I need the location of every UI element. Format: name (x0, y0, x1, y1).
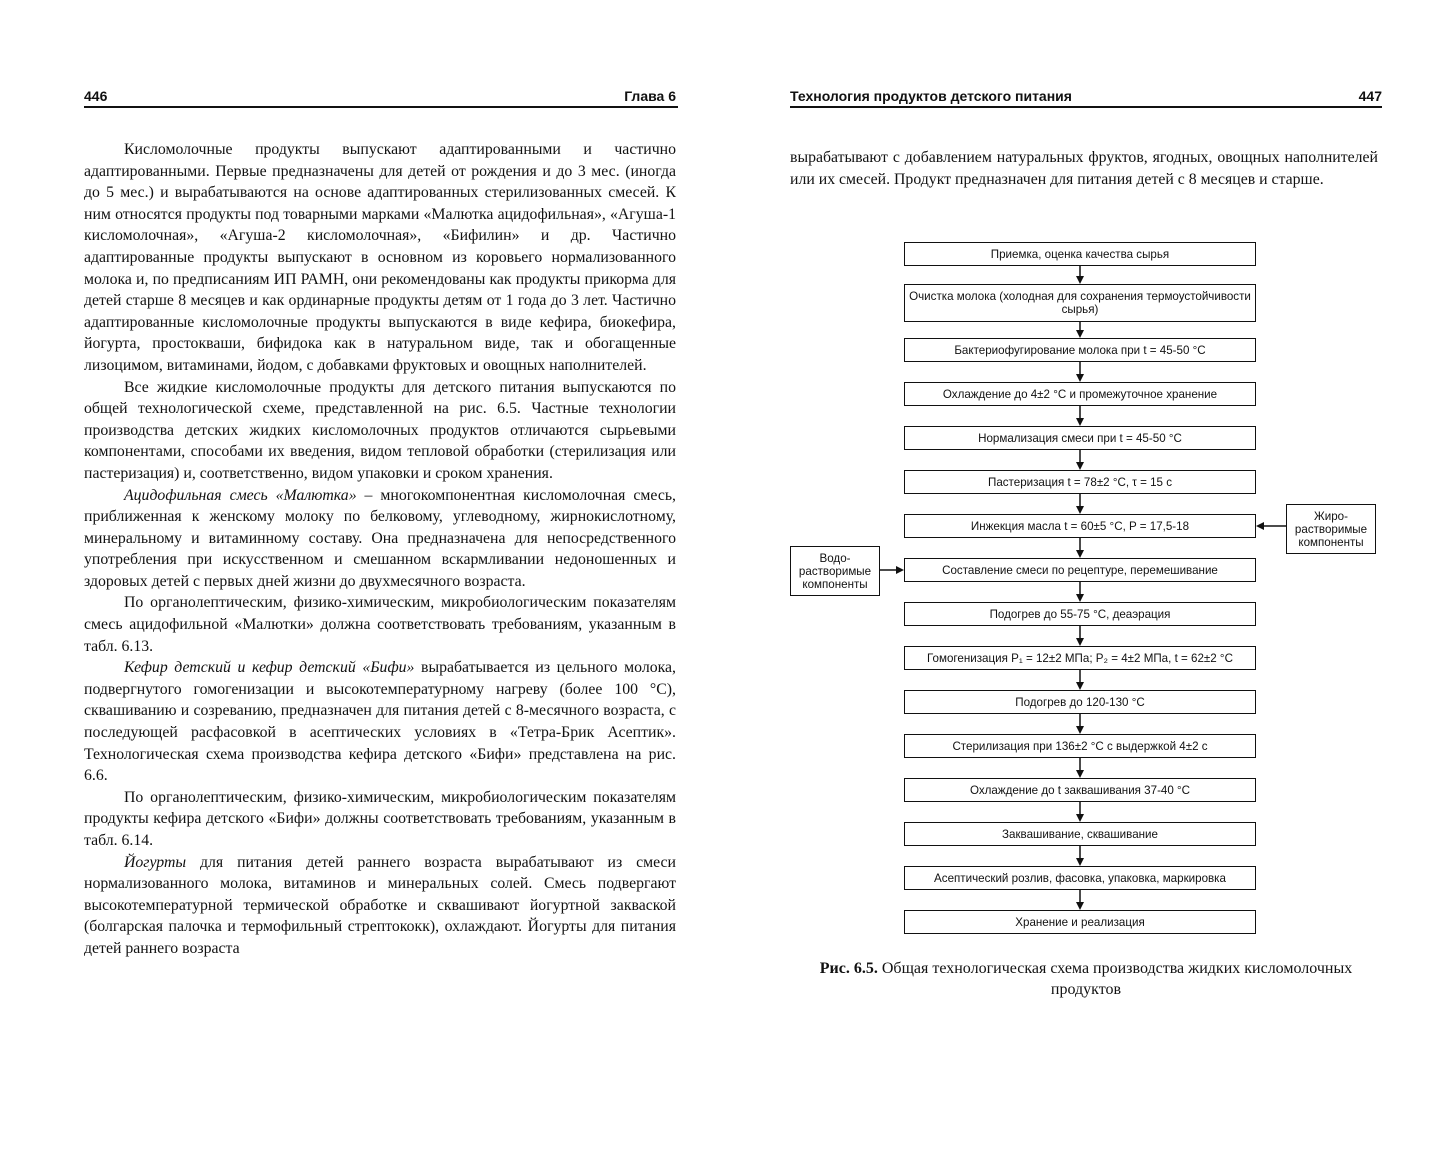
page-number-left: 446 (84, 88, 108, 104)
flowchart-step-label: Охлаждение до 4±2 °С и промежуточное хранение (942, 387, 1218, 401)
flowchart-step (904, 514, 1256, 538)
arrow-head (1076, 682, 1084, 690)
running-head-left (84, 84, 678, 108)
flowchart-step-label: Охлаждение до t заквашивания 37-40 °С (969, 783, 1191, 797)
fat-soluble-components-box (1286, 504, 1376, 554)
flowchart-step-label: Стерилизация при 136±2 °С с выдержкой 4±2 с (952, 739, 1208, 753)
arrow-head (1076, 330, 1084, 338)
flowchart-step-label: Приемка, оценка качества сырья (990, 247, 1170, 261)
flowchart-step (904, 426, 1256, 450)
flowchart-step-label: Очистка молока (холодная для сохранения термоустойчивости сырья) (909, 290, 1251, 316)
paragraph: Йогурты для питания детей раннего возраста вырабатывают из смеси нормализованного молока, витаминов и минеральных солей. Смесь подвергают высокотемпературной термической обработке и сквашивают йогуртной закваской (болгарская палочка и термофильный стрептококк), охлаждают. Йогурты для питания детей раннего возраста (84, 853, 676, 957)
arrow-head (896, 566, 904, 574)
chapter-title-left: Глава 6 (624, 88, 676, 104)
paragraph: Ацидофильная смесь «Малютка» – многокомпонентная кисломолочная смесь, приближенная к женскому молоку по белковому, углеводному, жирнокислотному, минеральному и витаминному составу. Она предназначена для непосредственного употребления при искусственном и смешанном вскармливании недоношенных и здоровых детей с первых дней жизни до двухмесячного возраста. (84, 486, 676, 590)
flowchart-step (904, 470, 1256, 494)
page-number-right: 447 (1358, 88, 1382, 104)
arrow-head (1076, 462, 1084, 470)
flowchart-step (904, 646, 1256, 670)
term-lead: Кефир детский и кефир детский «Бифи» (124, 659, 415, 677)
flowchart-step (904, 338, 1256, 362)
term-lead: Йогурты (124, 853, 187, 871)
running-head-right (790, 84, 1382, 108)
flowchart-step-label: Хранение и реализация (1015, 915, 1145, 929)
flowchart-step (904, 382, 1256, 406)
term-lead: Ацидофильная смесь «Малютка» (124, 486, 357, 504)
paragraph: Кисломолочные продукты выпускают адаптированными и частично адаптированными. Первые предназначены для детей от рождения и до 3 мес. (иногда до 5 мес.) и вырабатываются на основе адаптированных стерилизованных смесей. К ним относятся продукты под товарными марками «Малютка ацидофильная», «Агуша-1 кисломолочная», «Агуша-2 кисломолочная», «Бифилин» и др. Частично адаптированные продукты выпускают в основном из коровьего нормализованного молока и, по предписаниям ИП РАМН, они рекомендованы как продукты прикорма для детей старше 8 месяцев и как ординарные продукты детям от 1 года до 3 лет. Частично адаптированные кисломолочные продукты выпускаются в виде кефира, биокефира, йогурта, простокваши, бифидока как в натуральном виде, так и обогащенные лизоцимом, витаминами, йодом, с добавками фруктовых и овощных наполнителей. (84, 141, 676, 374)
flowchart-step-label: Подогрев до 120-130 °С (1015, 695, 1145, 709)
right-page (728, 0, 1456, 1156)
side-box-label: Жиро-растворимые компоненты (1294, 509, 1368, 549)
flowchart-step (904, 866, 1256, 890)
flowchart-step-label: Гомогенизация P₁ = 12±2 МПа; P₂ = 4±2 МПа, t = 62±2 °С (927, 651, 1233, 665)
process-flowchart (790, 236, 1390, 948)
flowchart-step-label: Бактериофугирование молока при t = 45-50 °С (954, 343, 1206, 357)
side-box-label: Водо-растворимые компоненты (798, 551, 872, 591)
arrow-head (1076, 770, 1084, 778)
flowchart-step (904, 242, 1256, 266)
arrow-head (1076, 594, 1084, 602)
arrow-head (1076, 276, 1084, 284)
chapter-title-right: Технология продуктов детского питания (790, 88, 1072, 104)
flowchart-step-label: Подогрев до 55-75 °С, деаэрация (989, 607, 1171, 621)
paragraph: Кефир детский и кефир детский «Бифи» вырабатывается из цельного молока, подвергнутого гомогенизации и высокотемпературному нагреву (более 100 °С), сквашиванию и созреванию, предназначен для питания детей с 8-месячного возраста, с последующей расфасовкой в асептических условиях в «Тетра-Брик Асептик». Технологическая схема производства кефира детского «Бифи» представлена на рис. 6.6. (84, 659, 676, 785)
flowchart-step (904, 734, 1256, 758)
flowchart-step-label: Составление смеси по рецептуре, перемешивание (942, 563, 1218, 577)
arrow-head (1076, 726, 1084, 734)
arrow-head (1076, 506, 1084, 514)
flowchart-step-label: Инжекция масла t = 60±5 °С, P = 17,5-18 (970, 519, 1190, 533)
figure-label: Рис. 6.5. (819, 960, 878, 977)
flowchart-step-label: Асептический розлив, фасовка, упаковка, маркировка (934, 871, 1226, 885)
flowchart-step-label: Нормализация смеси при t = 45-50 °С (978, 431, 1182, 445)
flowchart-step-label: Заквашивание, сквашивание (1002, 827, 1158, 841)
arrow-head (1076, 814, 1084, 822)
paragraph: Все жидкие кисломолочные продукты для детского питания выпускаются по общей технологической схеме, представленной на рис. 6.5. Частные технологии производства детских жидких кисломолочных продуктов отличаются сырьевыми компонентами, способами их введения, видом тепловой обработки (стерилизация или пастеризация) и, соответственно, видом упаковки и сроком хранения. (84, 378, 676, 482)
flowchart-step (904, 284, 1256, 322)
water-soluble-components-box (790, 546, 880, 596)
right-body-text (790, 147, 1378, 190)
paragraph: вырабатывают с добавлением натуральных фруктов, ягодных, овощных наполнителей или их смесей. Продукт предназначен для питания детей с 8 месяцев и старше. (790, 149, 1378, 188)
arrow-head (1076, 638, 1084, 646)
arrow-head (1256, 522, 1264, 530)
paragraph: По органолептическим, физико-химическим, микробиологическим показателям смесь ацидофильной «Малютки» должна соответствовать требованиям, указанным в табл. 6.13. (84, 594, 676, 655)
flowchart-step (904, 690, 1256, 714)
flowchart-step (904, 822, 1256, 846)
flowchart-step (904, 558, 1256, 582)
figure-caption (790, 958, 1382, 1000)
arrow-head (1076, 418, 1084, 426)
flowchart-step (904, 602, 1256, 626)
paragraph: По органолептическим, физико-химическим, микробиологическим показателям продукты кефира детского «Бифи» должны соответствовать требованиям, указанным в табл. 6.14. (84, 788, 676, 849)
arrow-head (1076, 374, 1084, 382)
arrow-head (1076, 902, 1084, 910)
arrow-head (1076, 550, 1084, 558)
flowchart-step-label: Пастеризация t = 78±2 °С, τ = 15 с (987, 475, 1173, 489)
arrow-head (1076, 858, 1084, 866)
left-body-text (84, 139, 676, 960)
flowchart-step (904, 910, 1256, 934)
figure-caption-text: Общая технологическая схема производства жидких кисломолочных продуктов (877, 960, 1353, 998)
flowchart-step (904, 778, 1256, 802)
